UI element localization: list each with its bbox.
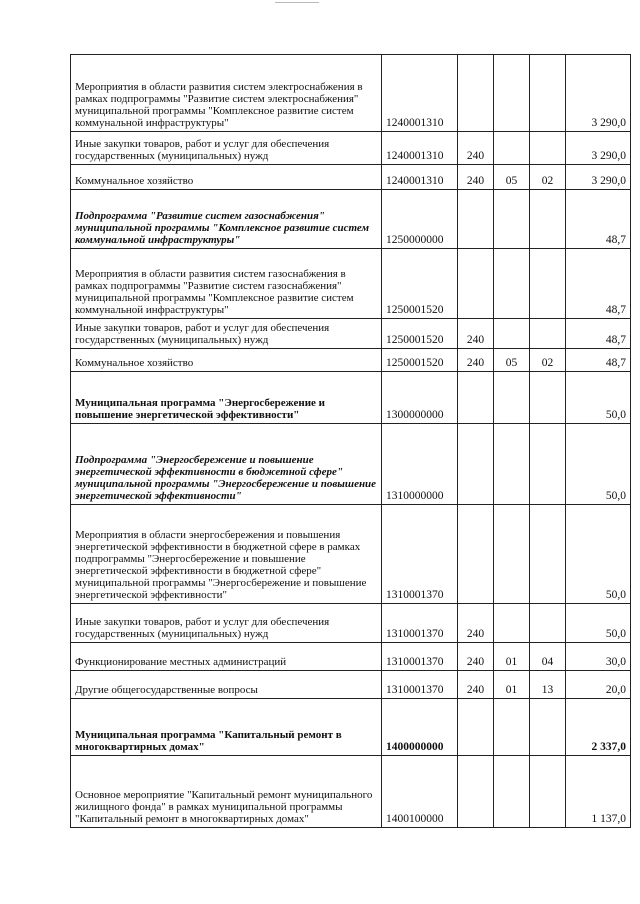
row-pr: [530, 372, 566, 424]
row-rz: [494, 424, 530, 505]
row-rz: 01: [494, 671, 530, 699]
row-vr: [458, 55, 494, 132]
row-amount: 48,7: [566, 349, 631, 372]
row-code: 1310001370: [382, 671, 458, 699]
row-code: 1250001520: [382, 249, 458, 319]
row-pr: [530, 756, 566, 828]
row-code: 1400100000: [382, 756, 458, 828]
row-vr: 240: [458, 132, 494, 165]
row-vr: 240: [458, 604, 494, 643]
row-code: 1310001370: [382, 505, 458, 604]
row-name: Муниципальная программа "Капитальный ремонт в многоквартирных домах": [71, 699, 382, 756]
row-amount: 3 290,0: [566, 165, 631, 190]
row-amount: 48,7: [566, 319, 631, 349]
table-row: [71, 505, 631, 604]
page-edge-mark: [275, 2, 319, 3]
row-code: 1310000000: [382, 424, 458, 505]
table-row: [71, 671, 631, 699]
row-code: 1240001310: [382, 132, 458, 165]
row-pr: [530, 190, 566, 249]
row-name: Иные закупки товаров, работ и услуг для обеспечения государственных (муниципальных) нужд: [71, 132, 382, 165]
row-code: 1400000000: [382, 699, 458, 756]
row-vr: [458, 424, 494, 505]
table-row: [71, 349, 631, 372]
row-name: Коммунальное хозяйство: [71, 349, 382, 372]
row-pr: 13: [530, 671, 566, 699]
row-amount: 48,7: [566, 249, 631, 319]
row-pr: [530, 699, 566, 756]
row-name: Мероприятия в области развития систем электроснабжения в рамках подпрограммы "Развитие систем электроснабжения" муниципальной программы "Комплексное развитие систем коммунальной инфраструктуры": [71, 55, 382, 132]
row-code: 1240001310: [382, 55, 458, 132]
row-rz: [494, 249, 530, 319]
table-row: [71, 55, 631, 132]
table-row: [71, 319, 631, 349]
row-name: Другие общегосударственные вопросы: [71, 671, 382, 699]
row-amount: 30,0: [566, 643, 631, 671]
row-pr: 02: [530, 349, 566, 372]
row-vr: [458, 756, 494, 828]
table-row: [71, 756, 631, 828]
row-vr: 240: [458, 165, 494, 190]
row-name: Мероприятия в области развития систем газоснабжения в рамках подпрограммы "Развитие систем газоснабжения" муниципальной программы "Комплексное развитие систем коммунальной инфраструктуры": [71, 249, 382, 319]
row-rz: [494, 604, 530, 643]
row-vr: [458, 505, 494, 604]
row-name: Функционирование местных администраций: [71, 643, 382, 671]
row-pr: [530, 505, 566, 604]
row-rz: 01: [494, 643, 530, 671]
row-name: Основное мероприятие "Капитальный ремонт муниципального жилищного фонда" в рамках муниципальной программы "Капитальный ремонт в многоквартирных домах": [71, 756, 382, 828]
row-name: Коммунальное хозяйство: [71, 165, 382, 190]
row-pr: 02: [530, 165, 566, 190]
row-name: Иные закупки товаров, работ и услуг для обеспечения государственных (муниципальных) нужд: [71, 319, 382, 349]
row-amount: 50,0: [566, 372, 631, 424]
table-row: [71, 699, 631, 756]
table-row: [71, 190, 631, 249]
row-rz: [494, 699, 530, 756]
row-code: 1250001520: [382, 319, 458, 349]
row-amount: 50,0: [566, 604, 631, 643]
row-pr: [530, 424, 566, 505]
table-row: [71, 165, 631, 190]
row-vr: 240: [458, 671, 494, 699]
row-amount: 50,0: [566, 424, 631, 505]
row-amount: 50,0: [566, 505, 631, 604]
row-rz: 05: [494, 349, 530, 372]
row-pr: [530, 319, 566, 349]
budget-table: [70, 54, 631, 828]
row-name: Муниципальная программа "Энергосбережение и повышение энергетической эффективности": [71, 372, 382, 424]
row-code: 1310001370: [382, 604, 458, 643]
row-pr: [530, 604, 566, 643]
row-vr: 240: [458, 349, 494, 372]
row-vr: [458, 249, 494, 319]
row-vr: 240: [458, 643, 494, 671]
row-pr: [530, 132, 566, 165]
row-vr: [458, 190, 494, 249]
row-rz: [494, 132, 530, 165]
row-amount: 3 290,0: [566, 132, 631, 165]
row-vr: [458, 699, 494, 756]
row-amount: 2 337,0: [566, 699, 631, 756]
row-pr: [530, 55, 566, 132]
row-rz: [494, 190, 530, 249]
row-code: 1250001520: [382, 349, 458, 372]
row-amount: 3 290,0: [566, 55, 631, 132]
row-rz: [494, 505, 530, 604]
table-row: [71, 424, 631, 505]
row-pr: [530, 249, 566, 319]
row-name: Подпрограмма "Энергосбережение и повышение энергетической эффективности в бюджетной сфере" муниципальной программы "Энергосбережение и повышение энергетической эффективности": [71, 424, 382, 505]
table-row: [71, 604, 631, 643]
row-amount: 48,7: [566, 190, 631, 249]
row-code: 1300000000: [382, 372, 458, 424]
row-name: Подпрограмма "Развитие систем газоснабжения" муниципальной программы "Комплексное развитие систем коммунальной инфраструктуры": [71, 190, 382, 249]
row-amount: 1 137,0: [566, 756, 631, 828]
row-rz: 05: [494, 165, 530, 190]
table-row: [71, 132, 631, 165]
row-name: Иные закупки товаров, работ и услуг для обеспечения государственных (муниципальных) нужд: [71, 604, 382, 643]
table-row: [71, 249, 631, 319]
table-row: [71, 372, 631, 424]
row-amount: 20,0: [566, 671, 631, 699]
row-pr: 04: [530, 643, 566, 671]
table-row: [71, 643, 631, 671]
row-vr: 240: [458, 319, 494, 349]
row-rz: [494, 55, 530, 132]
row-code: 1310001370: [382, 643, 458, 671]
row-code: 1240001310: [382, 165, 458, 190]
row-rz: [494, 319, 530, 349]
row-rz: [494, 372, 530, 424]
row-name: Мероприятия в области энергосбережения и повышения энергетической эффективности в бюджетной сфере в рамках подпрограммы "Энергосбережение и повышение энергетической эффективности в бюджетной сфере" муниципальной программы "Энергосбережение и повышение энергетической эффективности": [71, 505, 382, 604]
row-code: 1250000000: [382, 190, 458, 249]
row-rz: [494, 756, 530, 828]
row-vr: [458, 372, 494, 424]
